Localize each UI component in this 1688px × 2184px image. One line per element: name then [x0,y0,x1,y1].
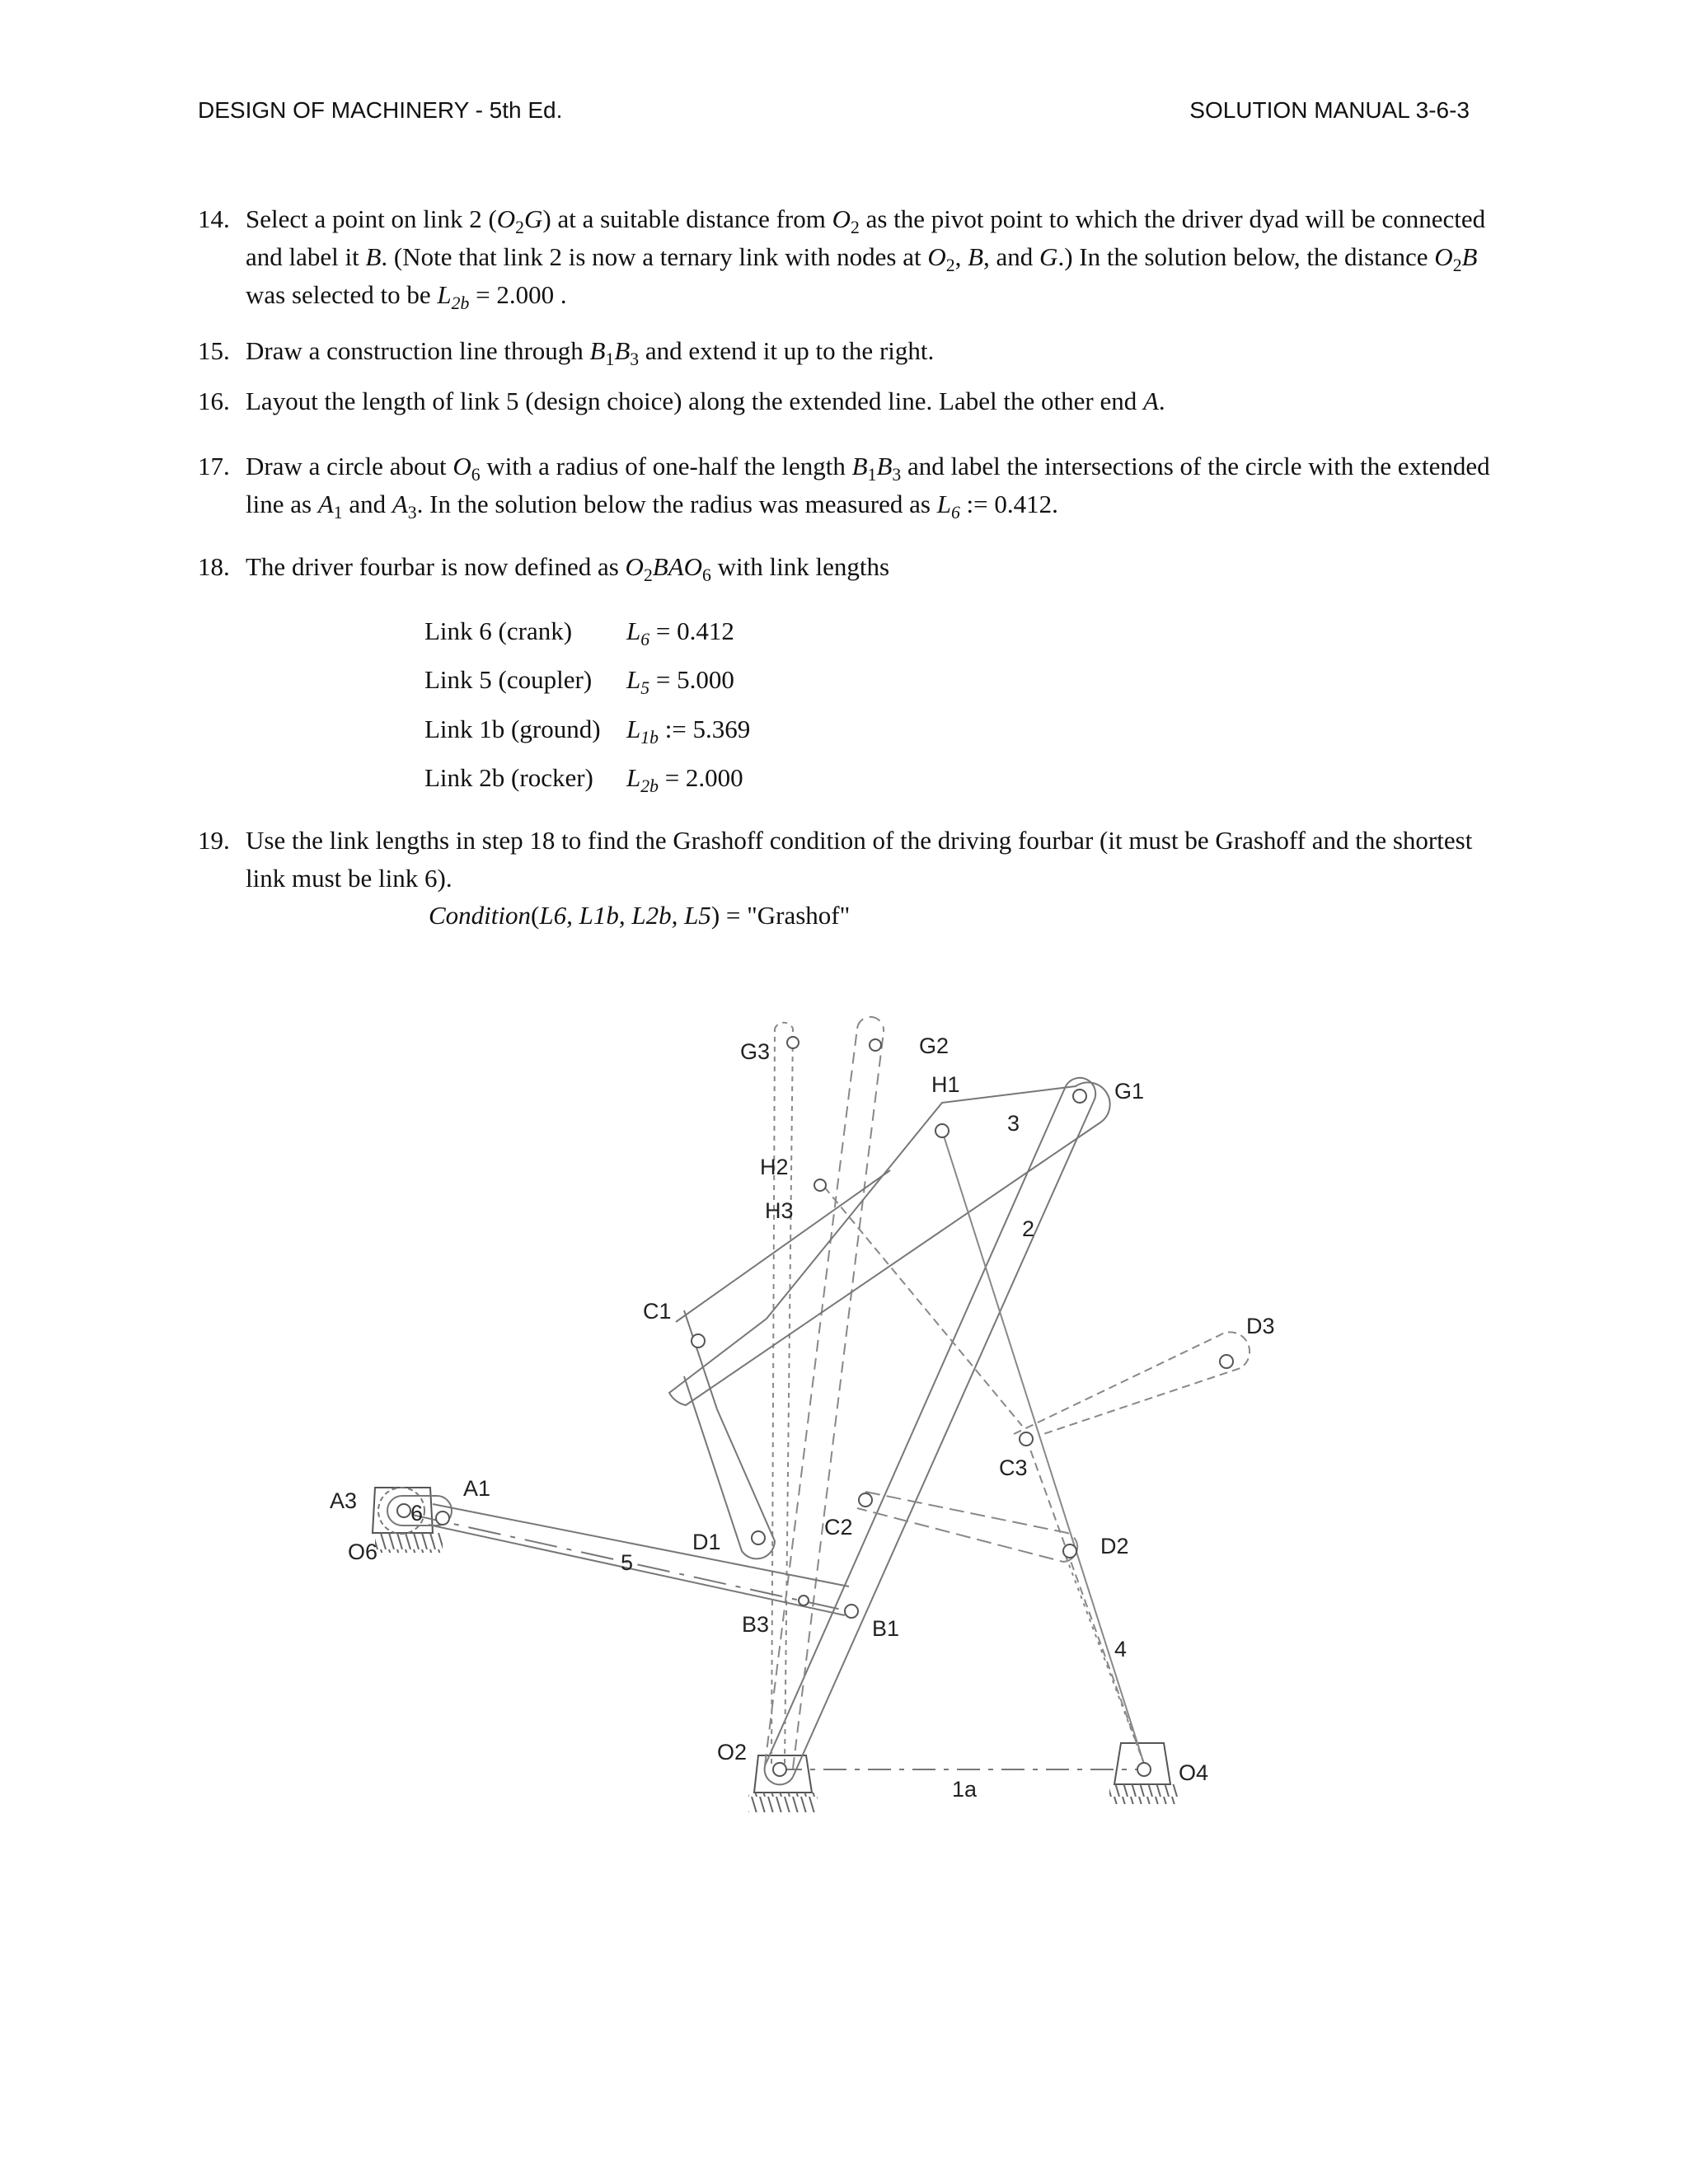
step-17: 17. Draw a circle about $O_6$ with a radius of one-half the length $B_1B_3$ and label the intersections of the circle with the extended line as $A_1$ and $A_3$. In the solution below the radius was measured as $L_6$ := 0.412. [198,452,1490,523]
label-g2: G2 [919,1033,950,1058]
label-c2: C2 [824,1515,853,1540]
step-19: 19. Use the link lengths in step 18 to find the Grashoff condition of the driving fourbar (it must be Grashoff and the shortest link must be link 6). [198,826,1473,893]
label-a1: A1 [463,1476,491,1501]
label-b1: B1 [872,1616,900,1641]
label-d3: D3 [1246,1314,1275,1338]
label-5: 5 [621,1550,634,1575]
step-15: 15. Draw a construction line through $B_1B_3$ and extend it up to the right. [198,336,935,370]
label-h2: H2 [760,1155,789,1179]
label-h3: H3 [765,1198,794,1223]
label-g3: G3 [740,1039,771,1064]
step-14: 14. Select a point on link 2 $(O_2G)$ at a suitable distance from $O_2$ as the pivot point to which the driver dyad will be connected and label it B. (Note that link 2 is now a ternary link with nodes at $O_2$, B, and G.) In the solution below, the distance $O_2B$ was selected to be $L_{2b} = 2.000$ . [198,204,1486,314]
link-2-pos2 [765,1017,884,1769]
step-18: 18. The driver fourbar is now defined as $O_2BAO_6$ with link lengths [198,552,890,586]
label-2: 2 [1022,1216,1035,1241]
link-3-pos1 [669,1082,1110,1405]
label-o2: O2 [717,1740,748,1765]
label-g1: G1 [1114,1079,1145,1104]
link-c3-d3 [824,1187,1250,1436]
header-left: DESIGN OF MACHINERY - 5th Ed. [198,97,563,123]
link-c2-d2 [857,1492,1077,1562]
grashof-condition: Condition(L6, L1b, L2b, L5) = "Grashof" [429,901,851,930]
label-d1: D1 [692,1530,721,1554]
label-1a: 1a [952,1777,978,1802]
label-o4: O4 [1179,1760,1209,1785]
header-right: SOLUTION MANUAL 3-6-3 [1189,97,1470,123]
label-h1: H1 [931,1072,960,1097]
label-6: 6 [410,1501,424,1526]
label-4: 4 [1114,1637,1128,1661]
label-b3: B3 [742,1612,770,1637]
step-16: 16. Layout the length of link 5 (design choice) along the extended line. Label the other end A. [198,387,1165,415]
link-2-pos3 [771,1023,793,1764]
label-a3: A3 [330,1488,358,1513]
label-o6: O6 [348,1540,378,1564]
label-3: 3 [1007,1111,1020,1136]
label-c3: C3 [999,1455,1028,1480]
link-4 [942,1131,1144,1764]
label-c1: C1 [643,1299,672,1324]
label-d2: D2 [1100,1534,1129,1558]
